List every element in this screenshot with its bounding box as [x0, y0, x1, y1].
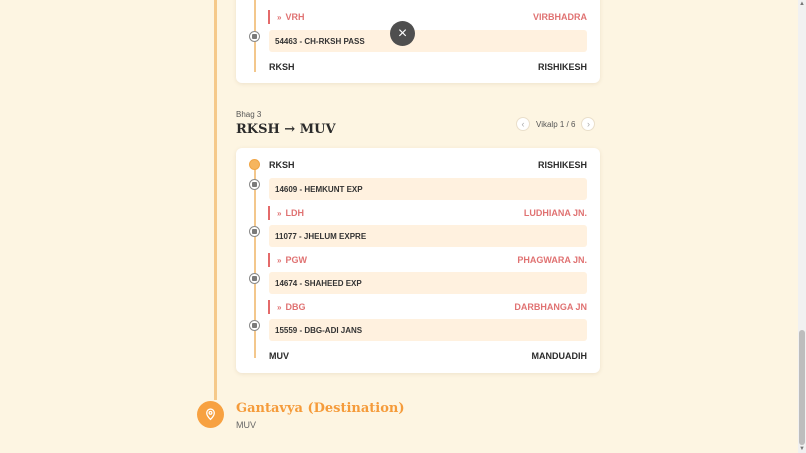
station-code: MUV [269, 351, 289, 361]
train-item[interactable]: 54463 - CH-RKSH PASS [269, 30, 587, 52]
change-station-code: LDH [285, 208, 304, 218]
close-icon: × [397, 24, 408, 42]
option-counter: Vikalp 1 / 6 [536, 119, 576, 129]
change-station-code: VRH [285, 12, 305, 22]
chevron-right-icon: › [586, 118, 590, 129]
train-node-icon [249, 273, 260, 284]
train-item[interactable]: 15559 - DBG-ADI JANS [269, 319, 587, 341]
page-scrollbar[interactable] [798, 0, 806, 453]
prev-leg-card [236, 0, 600, 83]
leg-card [236, 148, 600, 373]
journey-timeline-line [214, 0, 217, 400]
station-name: MANDUADIH [531, 351, 587, 361]
change-station-code: DBG [285, 302, 306, 312]
train-item[interactable]: 11077 - JHELUM EXPRE [269, 225, 587, 247]
location-pin-icon [197, 401, 224, 428]
change-row [268, 206, 587, 220]
train-item[interactable]: 14674 - SHAHEED EXP [269, 272, 587, 294]
change-station-name: PHAGWARA JN. [517, 255, 587, 265]
change-arrow-icon: » [277, 303, 282, 312]
leg-start-station [269, 160, 587, 170]
leg-end-station [269, 62, 587, 72]
scrollbar-thumb[interactable] [799, 330, 805, 445]
change-station-name: DARBHANGA JN [514, 302, 587, 312]
leg-end-station [269, 351, 587, 361]
next-option-button[interactable] [581, 117, 595, 131]
scroll-down-icon[interactable]: ▼ [799, 446, 805, 452]
change-arrow-icon: » [277, 13, 282, 22]
leg-label: Bhag 3 [236, 110, 262, 119]
leg-title: RKSH → MUV [236, 122, 336, 137]
change-station-name: LUDHIANA JN. [523, 208, 587, 218]
change-station-name: VIRBHADRA [533, 12, 587, 22]
change-station-code: PGW [285, 255, 307, 265]
station-name: RISHIKESH [537, 62, 587, 72]
close-button[interactable] [390, 21, 415, 46]
scroll-up-icon[interactable]: ▲ [799, 1, 805, 7]
station-code: RKSH [269, 62, 295, 72]
change-row [268, 253, 587, 267]
destination-title: Gantavya (Destination) [236, 401, 405, 416]
change-arrow-icon: » [277, 256, 282, 265]
station-code: RKSH [269, 160, 295, 170]
chevron-left-icon: ‹ [521, 118, 525, 129]
option-pager [516, 117, 595, 131]
train-node-icon [249, 320, 260, 331]
train-node-icon [249, 226, 260, 237]
prev-change-row [268, 10, 587, 24]
train-node-icon [249, 179, 260, 190]
station-name: RISHIKESH [537, 160, 587, 170]
start-node-icon [249, 159, 260, 170]
train-node-icon [249, 31, 260, 42]
destination-code: MUV [236, 420, 256, 430]
change-row [268, 300, 587, 314]
train-item[interactable]: 14609 - HEMKUNT EXP [269, 178, 587, 200]
prev-option-button[interactable] [516, 117, 530, 131]
change-arrow-icon: » [277, 209, 282, 218]
